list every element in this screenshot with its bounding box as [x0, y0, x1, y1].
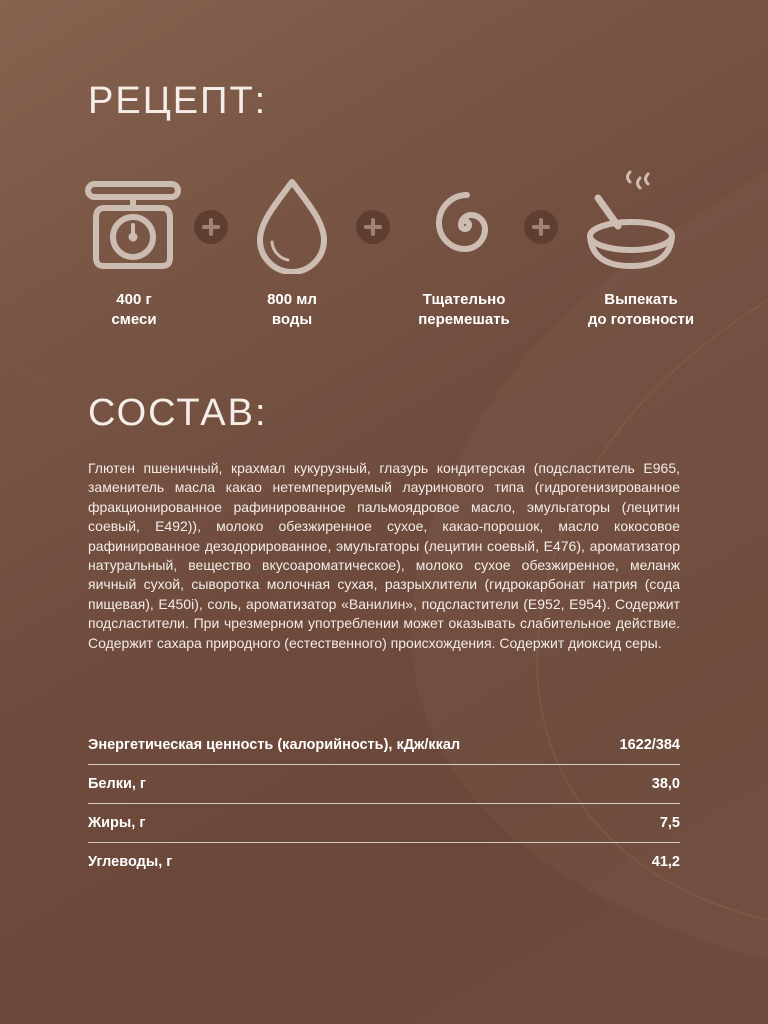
kitchen-scale-icon — [84, 180, 182, 272]
nutrition-value: 38,0 — [651, 776, 680, 792]
nutrition-value: 7,5 — [659, 815, 680, 831]
spiral-icon — [432, 192, 498, 258]
recipe-title: РЕЦЕПТ: — [88, 80, 268, 122]
step-desc: смеси — [111, 311, 157, 328]
nutrition-row-fat — [88, 804, 680, 843]
nutrition-label: Энергетическая ценность (калорийность), кДж/ккал — [88, 737, 461, 753]
step-label-bake — [566, 290, 716, 330]
nutrition-label: Углеводы, г — [88, 854, 173, 870]
step-desc: до готовности — [587, 311, 695, 328]
step-desc: перемешать — [418, 311, 510, 328]
step-label-water — [217, 290, 367, 330]
nutrition-value: 41,2 — [651, 854, 680, 870]
nutrition-row-energy — [88, 726, 680, 765]
step-amount: Тщательно — [422, 291, 506, 308]
nutrition-row-carbs — [88, 843, 680, 881]
composition-text: Глютен пшеничный, крахмал кукурузный, глазурь кондитерская (подсластитель Е965, заменитель масла какао нетемперируемый лауринового типа (гидрогенизированное фракционированное рафинированное пальмоядровое масло, эмульгаторы (лецитин соевый, Е492)), молоко обезжиренное сухое, какао-порошок, масло кокосовое рафинированное дезодорированное, эмульгаторы (лецитин соевый, Е476), ароматизатор натуральный, вещество вкусоароматическое), молоко сухое обезжиренное, меланж яичный сухой, сыворотка молочная сухая, разрыхлители (гидрокарбонат натрия (сода пищевая), Е450i), соль, ароматизатор «Ванилин», подсластители (Е952, Е954). Содержит подсластители. При чрезмерном употреблении может оказывать слабительное действие. Содержит сахара природного (естественного) происхождения. Содержит диоксид серы. — [88, 460, 680, 651]
nutrition-table — [88, 726, 680, 881]
plus-icon — [356, 210, 390, 244]
nutrition-label: Белки, г — [88, 776, 146, 792]
step-label-stir — [389, 290, 539, 330]
step-amount: 400 г — [116, 291, 152, 308]
nutrition-value: 1622/384 — [619, 737, 680, 753]
step-amount: 800 мл — [267, 291, 317, 308]
nutrition-row-protein — [88, 765, 680, 804]
plus-icon — [194, 210, 228, 244]
nutrition-label: Жиры, г — [88, 815, 146, 831]
plus-icon — [524, 210, 558, 244]
frying-pan-icon — [584, 170, 678, 274]
step-amount: Выпекать — [604, 291, 678, 308]
water-drop-icon — [254, 176, 330, 274]
step-desc: воды — [271, 311, 313, 328]
step-label-mix — [59, 290, 209, 330]
composition-title: СОСТАВ: — [88, 392, 268, 434]
